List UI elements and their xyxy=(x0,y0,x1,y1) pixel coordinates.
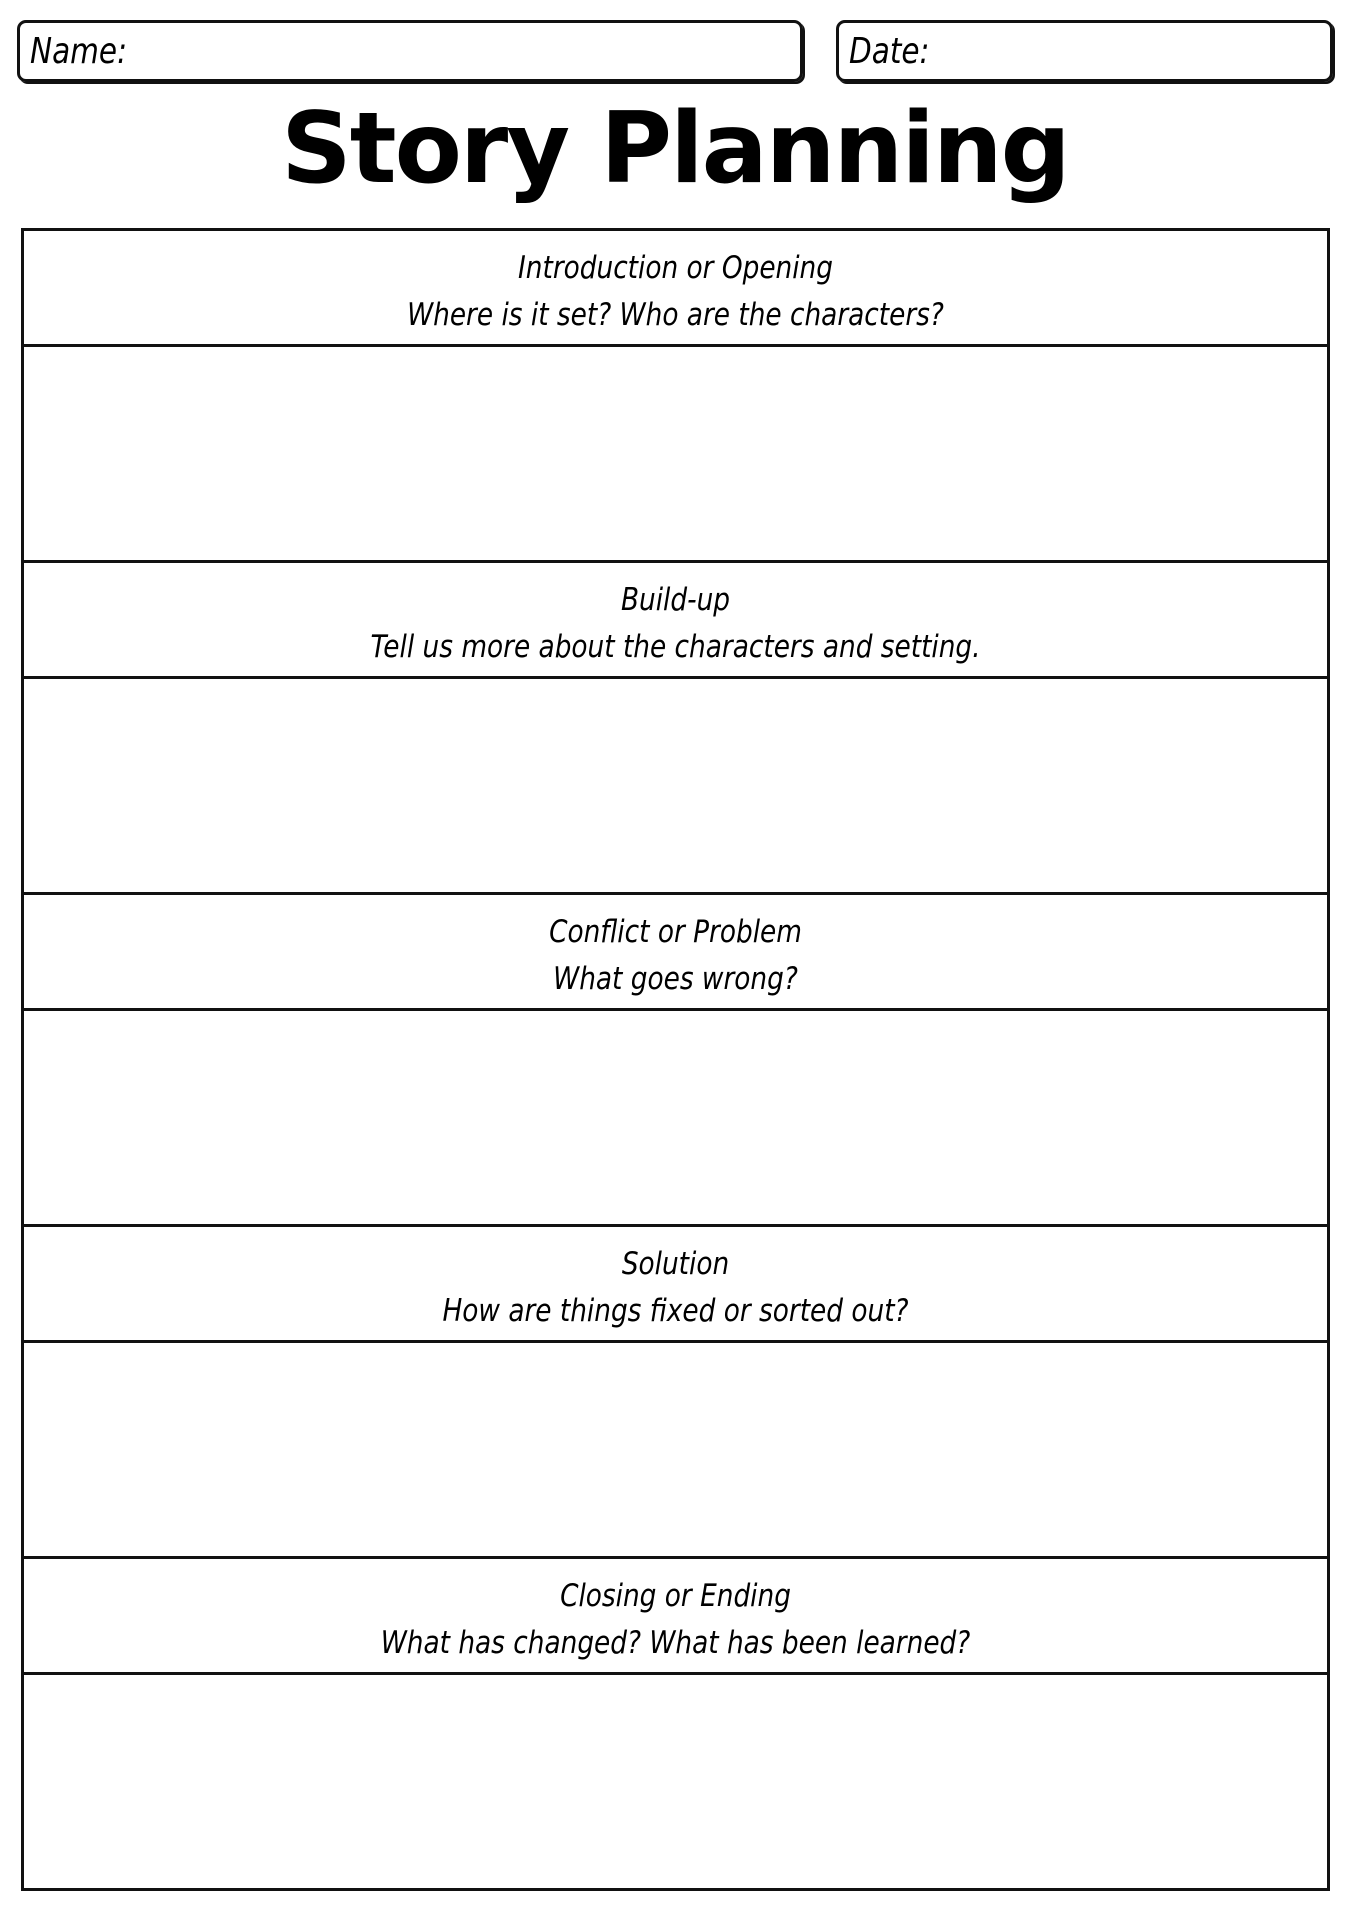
writing-area[interactable] xyxy=(24,347,1327,563)
writing-area[interactable] xyxy=(24,679,1327,895)
page-title: Story Planning xyxy=(281,92,1069,206)
section-prompt: What goes wrong? xyxy=(553,961,798,997)
section-prompt: Tell us more about the characters and setting. xyxy=(370,629,981,665)
planning-table xyxy=(21,228,1330,1891)
section-prompt: What has changed? What has been learned? xyxy=(380,1625,971,1661)
name-field[interactable] xyxy=(17,20,803,82)
section-solution xyxy=(24,1227,1327,1559)
section-header xyxy=(24,1227,1327,1343)
section-title: Conflict or Problem xyxy=(549,914,802,950)
section-header xyxy=(24,1559,1327,1675)
section-title: Solution xyxy=(621,1246,730,1282)
section-closing xyxy=(24,1559,1327,1888)
section-header xyxy=(24,231,1327,347)
section-introduction xyxy=(24,231,1327,563)
section-title: Closing or Ending xyxy=(560,1578,791,1614)
section-header xyxy=(24,895,1327,1011)
section-prompt: How are things fixed or sorted out? xyxy=(442,1293,909,1329)
section-title: Build-up xyxy=(620,582,731,618)
name-label: Name: xyxy=(30,31,128,72)
section-header xyxy=(24,563,1327,679)
section-title: Introduction or Opening xyxy=(518,250,833,286)
writing-area[interactable] xyxy=(24,1343,1327,1559)
section-conflict xyxy=(24,895,1327,1227)
date-label: Date: xyxy=(849,31,930,72)
date-field[interactable] xyxy=(836,20,1333,82)
section-build-up xyxy=(24,563,1327,895)
writing-area[interactable] xyxy=(24,1675,1327,1888)
writing-area[interactable] xyxy=(24,1011,1327,1227)
section-prompt: Where is it set? Who are the characters? xyxy=(407,297,944,333)
